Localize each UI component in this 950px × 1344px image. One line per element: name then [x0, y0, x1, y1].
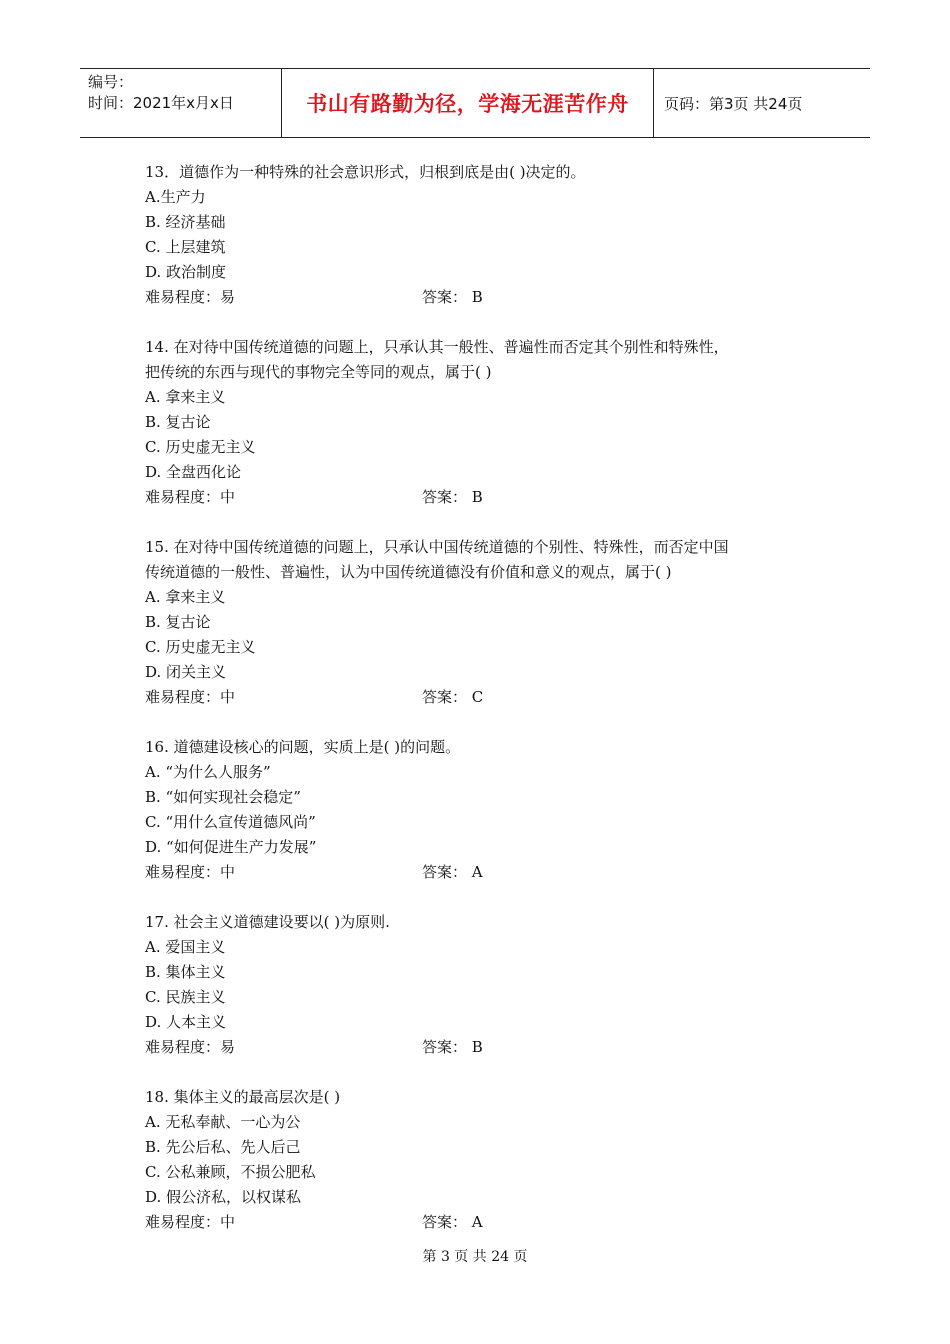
- answer-label: 答案： A: [422, 863, 483, 881]
- option-a: A. 无私奉献、一心为公: [145, 1113, 301, 1131]
- option-c: C. 历史虚无主义: [145, 438, 256, 456]
- difficulty-label: 难易程度：中: [145, 688, 236, 706]
- option-b: B. “如何实现社会稳定”: [145, 788, 301, 806]
- question-stem: 16. 道德建设核心的问题，实质上是( )的问题。: [145, 738, 461, 756]
- question-stem: 15. 在对待中国传统道德的问题上，只承认中国传统道德的个别性、特殊性，而否定中国: [145, 538, 729, 556]
- option-b: B. 集体主义: [145, 963, 226, 981]
- question-18: [145, 1085, 835, 1235]
- option-b: B. 先公后私、先人后己: [145, 1138, 301, 1156]
- question-13: [145, 160, 835, 310]
- question-meta: [145, 1210, 835, 1235]
- option-c: C. 历史虚无主义: [145, 638, 256, 656]
- answer-label: 答案： C: [422, 688, 484, 706]
- question-14: [145, 335, 835, 510]
- question-meta: [145, 1035, 835, 1060]
- answer-label: 答案： B: [422, 288, 483, 306]
- option-d: D. 全盘西化论: [145, 463, 242, 481]
- question-stem: 18. 集体主义的最高层次是( ): [145, 1088, 341, 1106]
- option-c: C. “用什么宣传道德风尚”: [145, 813, 316, 831]
- header-page-info: 页码：第3页 共24页: [664, 94, 803, 113]
- question-stem: 17. 社会主义道德建设要以( )为原则.: [145, 913, 390, 931]
- document-header: [80, 68, 870, 138]
- option-d: D. “如何促进生产力发展”: [145, 838, 317, 856]
- option-d: D. 人本主义: [145, 1013, 227, 1031]
- difficulty-label: 难易程度：易: [145, 288, 236, 306]
- option-c: C. 公私兼顾，不损公肥私: [145, 1163, 316, 1181]
- question-stem: 14. 在对待中国传统道德的问题上，只承认其一般性、普遍性而否定其个别性和特殊性，: [145, 338, 729, 356]
- header-time-label: 时间：2021年x月x日: [88, 94, 234, 112]
- header-number-label: 编号：: [88, 73, 134, 91]
- option-d: D. 闭关主义: [145, 663, 227, 681]
- question-17: [145, 910, 835, 1060]
- option-a: A. 拿来主义: [145, 388, 226, 406]
- difficulty-label: 难易程度：易: [145, 1038, 236, 1056]
- question-16: [145, 735, 835, 885]
- difficulty-label: 难易程度：中: [145, 1213, 236, 1231]
- question-meta: [145, 685, 835, 710]
- answer-label: 答案： A: [422, 1213, 483, 1231]
- option-a: A. 爱国主义: [145, 938, 226, 956]
- option-d: D. 假公济私，以权谋私: [145, 1188, 302, 1206]
- page-footer: 第 3 页 共 24 页: [422, 1249, 528, 1265]
- header-motto: 书山有路勤为径，学海无涯苦作舟: [282, 69, 654, 137]
- option-b: B. 复古论: [145, 613, 211, 631]
- header-info-cell: [80, 69, 282, 137]
- difficulty-label: 难易程度：中: [145, 488, 236, 506]
- question-meta: [145, 485, 835, 510]
- option-a: A. “为什么人服务”: [145, 763, 271, 781]
- question-list: [145, 160, 835, 1260]
- option-a: A.生产力: [145, 188, 206, 206]
- option-d: D. 政治制度: [145, 263, 227, 281]
- option-b: B. 经济基础: [145, 213, 226, 231]
- question-stem: 13．道德作为一种特殊的社会意识形式，归根到底是由( )决定的。: [145, 163, 586, 181]
- option-a: A. 拿来主义: [145, 588, 226, 606]
- question-meta: [145, 285, 835, 310]
- question-stem-continued: 传统道德的一般性、普遍性，认为中国传统道德没有价值和意义的观点，属于( ): [145, 563, 672, 581]
- answer-label: 答案： B: [422, 488, 483, 506]
- question-stem-continued: 把传统的东西与现代的事物完全等同的观点，属于( ): [145, 363, 492, 381]
- question-meta: [145, 860, 835, 885]
- answer-label: 答案： B: [422, 1038, 483, 1056]
- option-b: B. 复古论: [145, 413, 211, 431]
- option-c: C. 上层建筑: [145, 238, 226, 256]
- difficulty-label: 难易程度：中: [145, 863, 236, 881]
- question-15: [145, 535, 835, 710]
- option-c: C. 民族主义: [145, 988, 226, 1006]
